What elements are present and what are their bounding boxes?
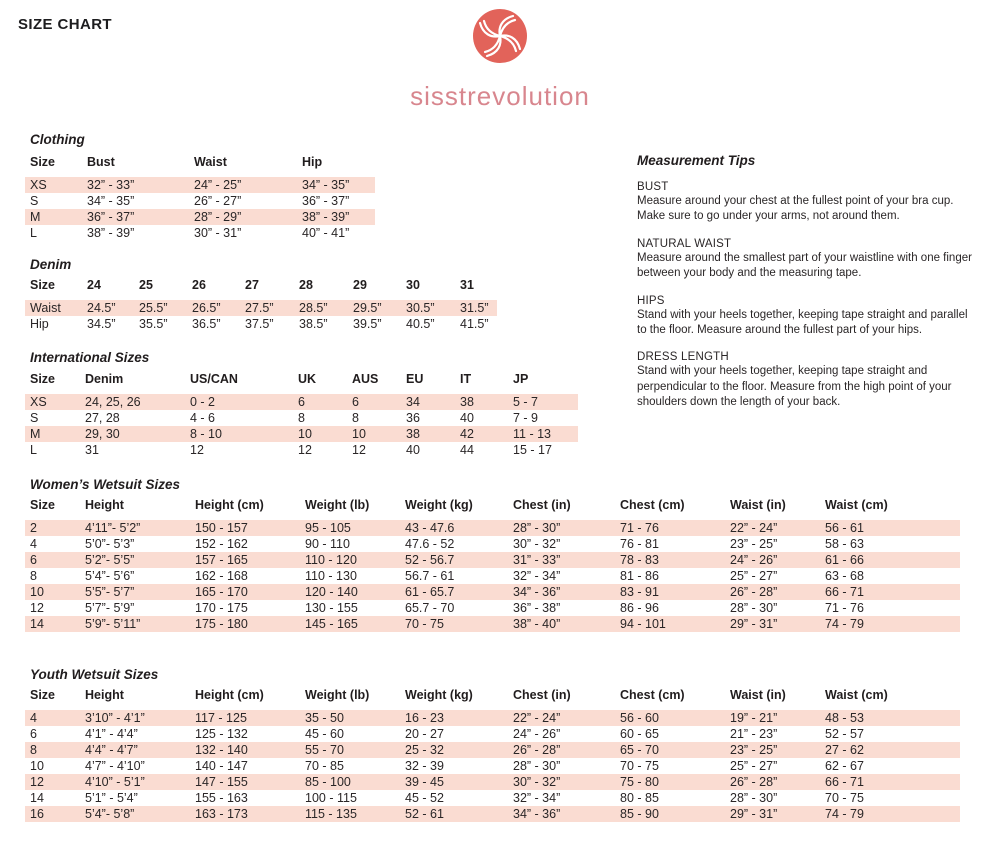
table-cell: 36.5”: [192, 317, 221, 331]
table-row: [25, 410, 578, 426]
tip-body: Measure around your chest at the fullest point of your bra cup. Make sure to go under your arms, not around them.: [637, 195, 954, 223]
column-header: Height: [85, 498, 124, 512]
table-cell: 24” - 26”: [730, 553, 778, 567]
table-cell: 27 - 62: [825, 743, 864, 757]
column-header: 27: [245, 278, 259, 292]
page-title: SIZE CHART: [18, 16, 112, 33]
table-cell: 8: [298, 411, 305, 425]
column-header: Denim: [85, 372, 124, 386]
table-row: [25, 520, 960, 536]
table-cell: 81 - 86: [620, 569, 659, 583]
table-cell: 24” - 25”: [194, 178, 242, 192]
table-cell: 32” - 33”: [87, 178, 135, 192]
tip-body: Stand with your heels together, keeping tape straight and perpendicular to the floor. Measure from the high point of your shoulders down the length of your back.: [637, 365, 952, 409]
table-cell: 34” - 35”: [87, 194, 135, 208]
table-cell: 28” - 29”: [194, 210, 242, 224]
table-row: [25, 225, 375, 241]
table-cell: 29, 30: [85, 427, 120, 441]
table-cell: 145 - 165: [305, 617, 358, 631]
column-header: Bust: [87, 155, 115, 169]
table-cell: 43 - 47.6: [405, 521, 455, 535]
table-cell: 95 - 105: [305, 521, 351, 535]
table-cell: 10: [298, 427, 312, 441]
table-header-row: [25, 278, 497, 300]
table-cell: 31: [85, 443, 99, 457]
table-cell: 35 - 50: [305, 711, 344, 725]
table-cell: 65.7 - 70: [405, 601, 455, 615]
table-cell: 120 - 140: [305, 585, 358, 599]
table-cell: 85 - 90: [620, 807, 659, 821]
table-cell: 70 - 75: [405, 617, 444, 631]
table-cell: 21” - 23”: [730, 727, 778, 741]
brand-logo-swirl-icon: [472, 8, 528, 64]
column-header: 26: [192, 278, 206, 292]
table-cell: 38” - 39”: [302, 210, 350, 224]
column-header: 30: [406, 278, 420, 292]
table-cell: 12: [30, 601, 44, 615]
column-header: Waist (cm): [825, 688, 888, 702]
column-header: 31: [460, 278, 474, 292]
table-cell: 155 - 163: [195, 791, 248, 805]
table-cell: 3’10” - 4’1”: [85, 711, 145, 725]
table-header-row: [25, 688, 960, 710]
table-cell: 4’11”- 5’2”: [85, 521, 141, 535]
table-cell: 56.7 - 61: [405, 569, 455, 583]
table-cell: 71 - 76: [825, 601, 864, 615]
table-cell: 63 - 68: [825, 569, 864, 583]
table-cell: 26” - 28”: [730, 775, 778, 789]
table-cell: 38: [460, 395, 474, 409]
column-header: Weight (lb): [305, 688, 370, 702]
clothing-section-title: Clothing: [30, 132, 85, 147]
table-cell: 34” - 35”: [302, 178, 350, 192]
column-header: Chest (cm): [620, 498, 685, 512]
youth-wetsuit-size-table: [25, 688, 960, 822]
table-cell: 52 - 57: [825, 727, 864, 741]
womens-wetsuit-size-table: [25, 498, 960, 632]
table-cell: M: [30, 210, 41, 224]
table-cell: 26” - 28”: [730, 585, 778, 599]
table-cell: 39 - 45: [405, 775, 444, 789]
column-header: IT: [460, 372, 472, 386]
column-header: Waist (in): [730, 498, 786, 512]
table-cell: 32” - 34”: [513, 569, 561, 583]
table-cell: 24, 25, 26: [85, 395, 141, 409]
column-header: Size: [30, 155, 56, 169]
table-cell: 61 - 66: [825, 553, 864, 567]
table-cell: 32 - 39: [405, 759, 444, 773]
table-cell: 56 - 61: [825, 521, 864, 535]
table-cell: 7 - 9: [513, 411, 539, 425]
table-cell: 38” - 39”: [87, 226, 135, 240]
table-cell: 25” - 27”: [730, 569, 778, 583]
table-cell: 8: [30, 743, 37, 757]
table-cell: 16: [30, 807, 44, 821]
table-row: [25, 177, 375, 193]
table-cell: 58 - 63: [825, 537, 864, 551]
table-cell: 4’10” - 5’1”: [85, 775, 145, 789]
column-header: Chest (in): [513, 498, 571, 512]
column-header: Height (cm): [195, 498, 264, 512]
table-cell: XS: [30, 178, 47, 192]
table-row: [25, 193, 375, 209]
table-cell: 30” - 31”: [194, 226, 242, 240]
table-row: [25, 209, 375, 225]
table-cell: 5’5”- 5’7”: [85, 585, 135, 599]
table-cell: 26” - 27”: [194, 194, 242, 208]
table-cell: 5’1” - 5’4”: [85, 791, 138, 805]
column-header: Waist (cm): [825, 498, 888, 512]
table-cell: 132 - 140: [195, 743, 248, 757]
tip-body: Stand with your heels together, keeping tape straight and parallel to the floor. Measure around the fullest part of your hips.: [637, 308, 968, 337]
table-cell: 14: [30, 617, 44, 631]
table-row: [25, 426, 578, 442]
table-cell: 100 - 115: [305, 791, 357, 805]
table-cell: 117 - 125: [195, 711, 247, 725]
tip-bust: [637, 181, 977, 225]
clothing-size-table: [25, 155, 375, 241]
table-cell: 45 - 52: [405, 791, 444, 805]
table-row: [25, 790, 960, 806]
table-cell: 16 - 23: [405, 711, 444, 725]
column-header: 28: [299, 278, 313, 292]
table-cell: 12: [298, 443, 312, 457]
table-cell: 24” - 26”: [513, 727, 561, 741]
table-cell: 0 - 2: [190, 395, 216, 409]
table-cell: 40.5”: [406, 317, 435, 331]
brand-header: [0, 8, 1000, 112]
table-cell: 20 - 27: [405, 727, 444, 741]
table-cell: 125 - 132: [195, 727, 248, 741]
column-header: Size: [30, 372, 56, 386]
table-row: [25, 552, 960, 568]
table-cell: 27.5”: [245, 301, 274, 315]
table-cell: 32” - 34”: [513, 791, 561, 805]
table-cell: 47.6 - 52: [405, 537, 455, 551]
table-cell: 162 - 168: [195, 569, 248, 583]
table-cell: 38” - 40”: [513, 617, 561, 631]
tip-hips: [637, 295, 977, 339]
table-cell: 10: [352, 427, 366, 441]
column-header: Size: [30, 688, 56, 702]
table-cell: 70 - 85: [305, 759, 344, 773]
table-cell: L: [30, 443, 37, 457]
table-cell: 37.5”: [245, 317, 274, 331]
table-cell: 12: [352, 443, 366, 457]
column-header: Waist (in): [730, 688, 786, 702]
table-cell: 83 - 91: [620, 585, 659, 599]
table-cell: 8: [352, 411, 359, 425]
table-cell: 175 - 180: [195, 617, 248, 631]
tip-heading: BUST: [637, 181, 669, 193]
table-cell: 115 - 135: [305, 807, 357, 821]
table-cell: S: [30, 194, 39, 208]
womens-wetsuit-section-title: Women’s Wetsuit Sizes: [30, 477, 181, 492]
table-cell: 11 - 13: [513, 427, 551, 441]
table-cell: M: [30, 427, 41, 441]
table-cell: Waist: [30, 301, 61, 315]
table-cell: 40: [460, 411, 474, 425]
table-cell: 34” - 36”: [513, 585, 561, 599]
table-cell: 39.5”: [353, 317, 382, 331]
table-cell: 10: [30, 759, 44, 773]
table-cell: 36” - 38”: [513, 601, 561, 615]
table-cell: 5’4”- 5’8”: [85, 807, 135, 821]
table-cell: 76 - 81: [620, 537, 659, 551]
table-row: [25, 584, 960, 600]
table-cell: 140 - 147: [195, 759, 248, 773]
table-row: [25, 806, 960, 822]
table-cell: 85 - 100: [305, 775, 351, 789]
table-row: [25, 758, 960, 774]
table-cell: 71 - 76: [620, 521, 659, 535]
table-cell: 2: [30, 521, 37, 535]
column-header: 29: [353, 278, 367, 292]
table-cell: 4: [30, 537, 37, 551]
table-cell: 5’0”- 5’3”: [85, 537, 135, 551]
table-cell: 66 - 71: [825, 775, 864, 789]
table-row: [25, 568, 960, 584]
table-cell: 62 - 67: [825, 759, 864, 773]
column-header: JP: [513, 372, 529, 386]
table-cell: 165 - 170: [195, 585, 248, 599]
column-header: Weight (lb): [305, 498, 370, 512]
measurement-tips-title: Measurement Tips: [637, 153, 756, 168]
brand-wordmark: sisstrevolution: [410, 81, 590, 111]
table-cell: 28” - 30”: [513, 759, 561, 773]
international-sizes-section-title: International Sizes: [30, 350, 150, 365]
table-cell: 40: [406, 443, 420, 457]
table-cell: 35.5”: [139, 317, 168, 331]
table-cell: 38: [406, 427, 420, 441]
table-cell: 170 - 175: [195, 601, 248, 615]
denim-size-table: [25, 278, 497, 332]
table-cell: 29.5”: [353, 301, 382, 315]
table-cell: 86 - 96: [620, 601, 659, 615]
table-cell: 23” - 25”: [730, 743, 778, 757]
measurement-tips: [637, 153, 977, 424]
table-cell: 4 - 6: [190, 411, 216, 425]
table-cell: 90 - 110: [305, 537, 350, 551]
table-header-row: [25, 498, 960, 520]
table-cell: 48 - 53: [825, 711, 864, 725]
table-cell: 4’7” - 4’10”: [85, 759, 145, 773]
table-header-row: [25, 155, 375, 177]
table-cell: 28” - 30”: [730, 791, 778, 805]
tip-body: Measure around the smallest part of your waistline with one finger between your body and the measuring tape.: [637, 251, 972, 280]
table-cell: 163 - 173: [195, 807, 248, 821]
table-row: [25, 536, 960, 552]
table-row: [25, 726, 960, 742]
table-cell: 29” - 31”: [730, 617, 778, 631]
table-cell: 30.5”: [406, 301, 435, 315]
table-cell: 24.5”: [87, 301, 116, 315]
table-cell: 110 - 120: [305, 553, 357, 567]
international-size-table: [25, 372, 578, 458]
table-cell: 34: [406, 395, 420, 409]
column-header: UK: [298, 372, 317, 386]
table-cell: 74 - 79: [825, 807, 864, 821]
table-cell: 152 - 162: [195, 537, 248, 551]
table-cell: 6: [298, 395, 305, 409]
table-cell: 25” - 27”: [730, 759, 778, 773]
column-header: Hip: [302, 155, 323, 169]
table-cell: 8 - 10: [190, 427, 222, 441]
table-cell: 28” - 30”: [513, 521, 561, 535]
tip-heading: NATURAL WAIST: [637, 237, 732, 250]
table-cell: 150 - 157: [195, 521, 248, 535]
table-cell: 56 - 60: [620, 711, 659, 725]
column-header: Size: [30, 498, 56, 512]
table-cell: 29” - 31”: [730, 807, 778, 821]
table-header-row: [25, 372, 578, 394]
table-cell: 110 - 130: [305, 569, 357, 583]
table-cell: 6: [30, 727, 37, 741]
table-cell: 27, 28: [85, 411, 120, 425]
table-row: [25, 742, 960, 758]
table-cell: 23” - 25”: [730, 537, 778, 551]
table-cell: Hip: [30, 317, 49, 331]
table-cell: 5’2”- 5’5”: [85, 553, 135, 567]
table-cell: 52 - 61: [405, 807, 444, 821]
table-cell: 12: [190, 443, 204, 457]
table-cell: 38.5”: [299, 317, 328, 331]
table-cell: 41.5”: [460, 317, 489, 331]
column-header: Size: [30, 278, 56, 292]
table-cell: 26.5”: [192, 301, 221, 315]
table-cell: 94 - 101: [620, 617, 666, 631]
table-row: [25, 616, 960, 632]
table-cell: 31” - 33”: [513, 553, 561, 567]
table-cell: 22” - 24”: [513, 711, 561, 725]
table-row: [25, 710, 960, 726]
table-cell: 36: [406, 411, 420, 425]
table-cell: 19” - 21”: [730, 711, 778, 725]
table-cell: 28” - 30”: [730, 601, 778, 615]
table-row: [25, 316, 497, 332]
tip-dress-length: [637, 351, 977, 410]
table-cell: 52 - 56.7: [405, 553, 455, 567]
table-cell: 55 - 70: [305, 743, 344, 757]
table-cell: 34” - 36”: [513, 807, 561, 821]
table-row: [25, 600, 960, 616]
table-cell: 22” - 24”: [730, 521, 778, 535]
table-cell: 15 - 17: [513, 443, 552, 457]
table-cell: 36” - 37”: [302, 194, 350, 208]
table-cell: 66 - 71: [825, 585, 864, 599]
table-cell: 30” - 32”: [513, 775, 561, 789]
table-cell: 30” - 32”: [513, 537, 561, 551]
table-cell: 25 - 32: [405, 743, 444, 757]
table-cell: 6: [30, 553, 37, 567]
table-cell: 8: [30, 569, 37, 583]
column-header: Waist: [194, 155, 227, 169]
table-cell: S: [30, 411, 39, 425]
column-header: Height (cm): [195, 688, 264, 702]
denim-section-title: Denim: [30, 257, 72, 272]
table-cell: 6: [352, 395, 359, 409]
table-cell: 28.5”: [299, 301, 328, 315]
table-cell: 34.5”: [87, 317, 116, 331]
table-cell: 36” - 37”: [87, 210, 135, 224]
table-row: [25, 394, 578, 410]
table-cell: 80 - 85: [620, 791, 659, 805]
table-cell: 4’1” - 4’4”: [85, 727, 138, 741]
table-cell: 5’9”- 5’11”: [85, 617, 141, 631]
table-cell: 78 - 83: [620, 553, 659, 567]
column-header: Weight (kg): [405, 498, 473, 512]
table-cell: 14: [30, 791, 44, 805]
tip-heading: DRESS LENGTH: [637, 351, 729, 364]
column-header: EU: [406, 372, 424, 386]
column-header: 25: [139, 278, 153, 292]
table-cell: 70 - 75: [620, 759, 659, 773]
table-cell: 4: [30, 711, 37, 725]
youth-wetsuit-section-title: Youth Wetsuit Sizes: [30, 667, 159, 682]
table-row: [25, 442, 578, 458]
table-cell: 45 - 60: [305, 727, 344, 741]
table-row: [25, 300, 497, 316]
table-cell: 40” - 41”: [302, 226, 350, 240]
column-header: AUS: [352, 372, 379, 386]
table-cell: 157 - 165: [195, 553, 248, 567]
table-cell: 75 - 80: [620, 775, 659, 789]
table-row: [25, 774, 960, 790]
column-header: 24: [87, 278, 101, 292]
table-cell: 61 - 65.7: [405, 585, 455, 599]
table-cell: 5’4”- 5’6”: [85, 569, 135, 583]
table-cell: 31.5”: [460, 301, 489, 315]
column-header: Chest (in): [513, 688, 571, 702]
table-cell: 130 - 155: [305, 601, 358, 615]
table-cell: 74 - 79: [825, 617, 864, 631]
table-cell: XS: [30, 395, 47, 409]
table-cell: 5’7”- 5’9”: [85, 601, 135, 615]
column-header: Chest (cm): [620, 688, 685, 702]
table-cell: L: [30, 226, 37, 240]
table-cell: 65 - 70: [620, 743, 659, 757]
table-cell: 44: [460, 443, 474, 457]
column-header: Height: [85, 688, 124, 702]
table-cell: 12: [30, 775, 44, 789]
tip-natural-waist: [637, 238, 977, 282]
table-cell: 42: [460, 427, 474, 441]
tip-heading: HIPS: [637, 294, 665, 307]
table-cell: 5 - 7: [513, 395, 539, 409]
table-cell: 60 - 65: [620, 727, 659, 741]
column-header: US/CAN: [190, 372, 238, 386]
column-header: Weight (kg): [405, 688, 473, 702]
table-cell: 25.5”: [139, 301, 168, 315]
table-cell: 70 - 75: [825, 791, 864, 805]
table-cell: 10: [30, 585, 44, 599]
table-cell: 26” - 28”: [513, 743, 561, 757]
table-cell: 4’4” - 4’7”: [85, 743, 138, 757]
table-cell: 147 - 155: [195, 775, 248, 789]
